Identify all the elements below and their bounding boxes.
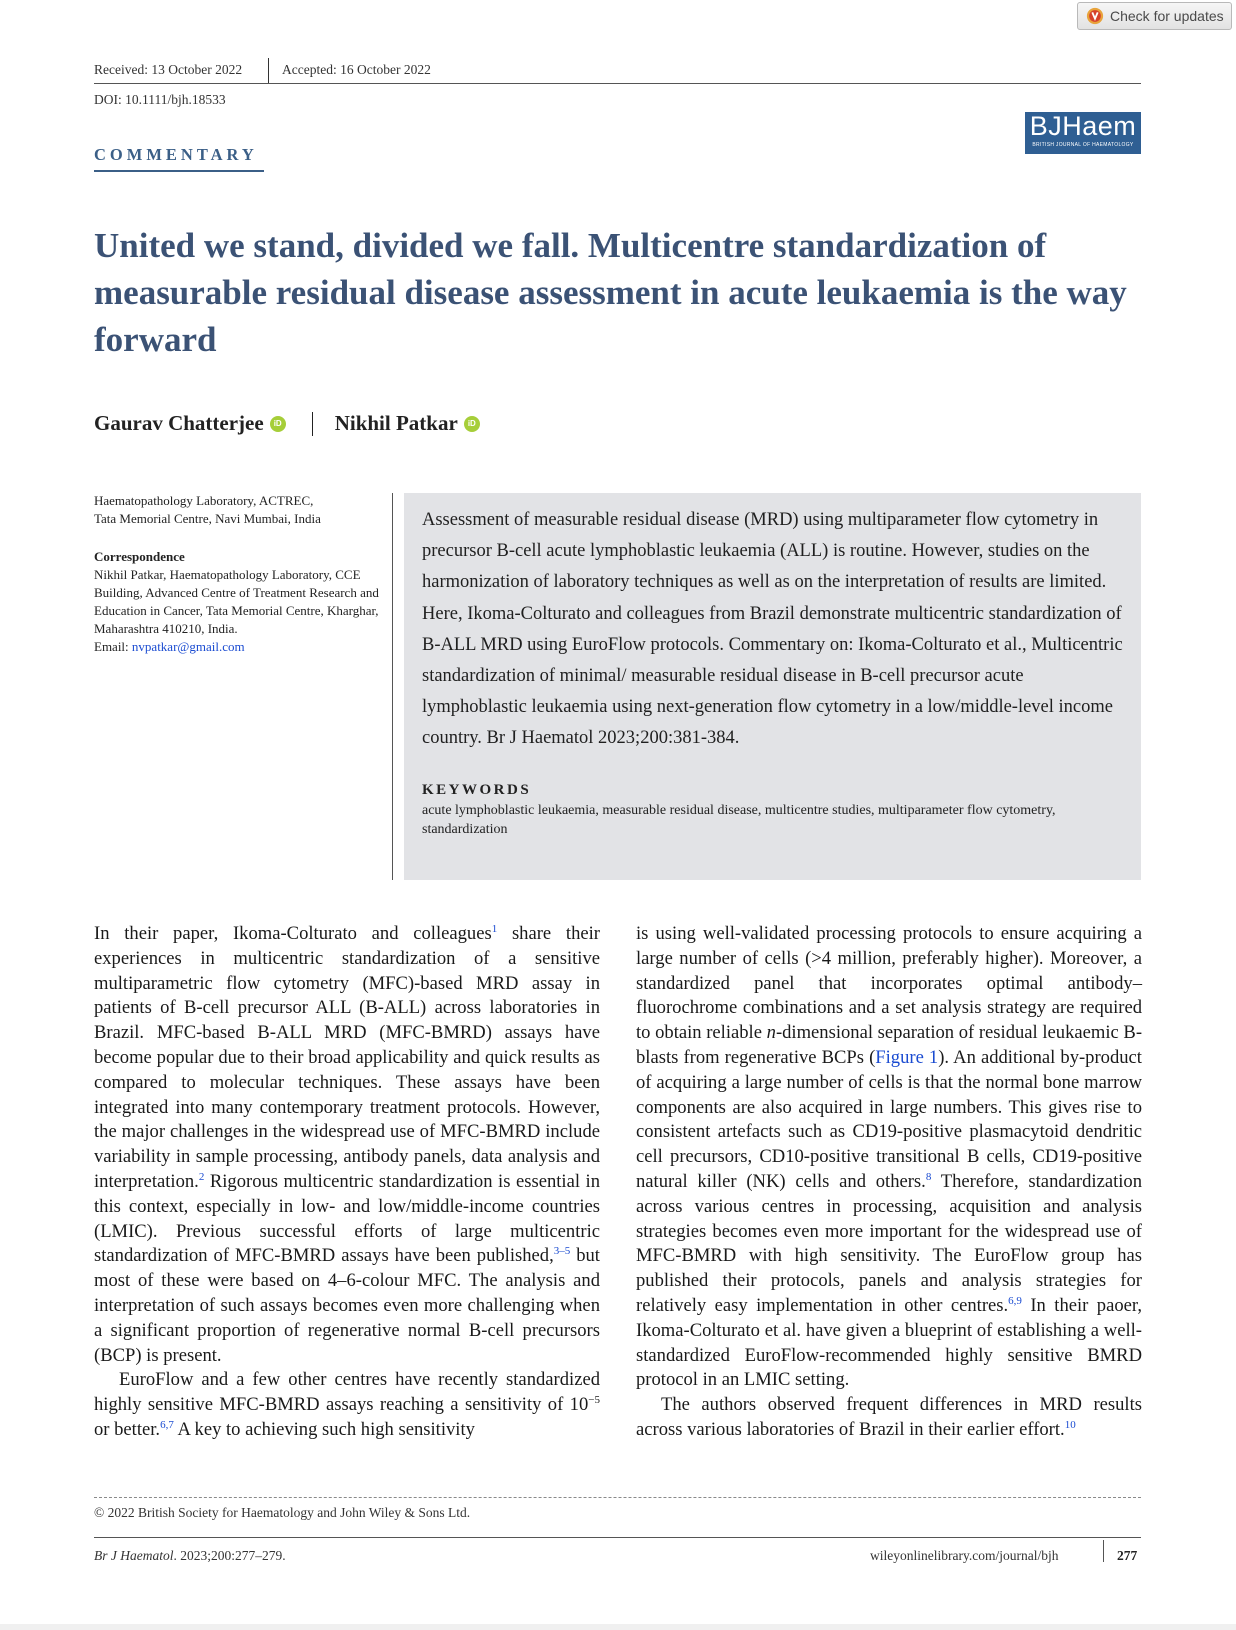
body-text: or better. (94, 1418, 161, 1440)
accepted-date: Accepted: 16 October 2022 (282, 62, 431, 77)
section-label: COMMENTARY (94, 145, 258, 164)
body-paragraph (94, 922, 600, 1368)
journal-logo[interactable] (1025, 112, 1141, 154)
body-text: is using well-validated processing protocols to ensure acquiring a large number of cells (>4 million, preferably higher). Moreover, a standardized panel that incorporates optimal antibody–fluorochrome combinations and a set analysis strategy are required to obtain reliable (636, 923, 1142, 1044)
keywords-text: acute lymphoblastic leukaemia, measurable residual disease, multicentre studies, multiparameter flow cytometry, standardization (422, 802, 1056, 837)
exponent: −5 (588, 1393, 600, 1406)
received-date: Received: 13 October 2022 (94, 62, 243, 77)
journal-citation (94, 1548, 286, 1564)
citation-link[interactable]: 1 (491, 922, 498, 935)
body-paragraph (94, 1368, 600, 1442)
header-divider (268, 58, 269, 84)
orcid-icon[interactable]: iD (464, 416, 480, 432)
bottom-band (0, 1624, 1236, 1630)
check-for-updates-label: Check for updates (1110, 8, 1224, 24)
citation-link[interactable]: 8 (925, 1170, 932, 1183)
section-underline (94, 170, 264, 172)
body-text: EuroFlow and a few other centres have recently standardized highly sensitive MFC-BMRD assays reaching a sensitivity of 10 (94, 1369, 600, 1416)
body-text: A key to achieving such high sensitivity (173, 1418, 475, 1440)
author-list (94, 411, 480, 436)
copyright: © 2022 British Society for Haematology and John Wiley & Sons Ltd. (94, 1505, 471, 1520)
citation-link[interactable]: 10 (1064, 1418, 1076, 1431)
body-text: -dimensional separation of residual leukaemic B-blasts from regenerative BCPs ( (636, 1022, 1143, 1068)
correspondence-heading: Correspondence (94, 549, 185, 564)
doi[interactable]: DOI: 10.1111/bjh.18533 (94, 92, 226, 107)
footnote-rule (94, 1497, 1141, 1498)
affiliation-line: Haematopathology Laboratory, ACTREC, (94, 493, 314, 508)
abstract-box (404, 493, 1141, 880)
footer-divider (1103, 1540, 1104, 1562)
logo-sub-text: BRITISH JOURNAL OF HAEMATOLOGY (1032, 142, 1134, 148)
body-text: ). An additional by-product of acquiring a large number of cells is that the normal bone marrow components are also acquired in large numbers. This gives rise to consistent artefacts such as CD19-positive plasmacytoid dendritic cell precursors, CD10-positive transitional B cells, CD19-positive natural killer (NK) cells and others. (636, 1046, 1142, 1192)
citation-details: . 2023;200:277–279. (173, 1548, 286, 1563)
orcid-icon[interactable]: iD (270, 416, 286, 432)
body-text: Rigorous multicentric standardization is essential in this context, especially in low- and low/middle-income countries (LMIC). Previous successful efforts of large multicentric standardization of MFC-BMRD assays have been published, (94, 1170, 600, 1267)
page-number: 277 (1117, 1548, 1138, 1563)
body-paragraph (636, 922, 1142, 1393)
email-link[interactable]: nvpatkar@gmail.com (131, 639, 245, 654)
affiliation-block (94, 492, 384, 656)
body-paragraph (636, 1393, 1142, 1443)
email-line (94, 638, 384, 656)
abstract-rule (392, 493, 393, 880)
body-column-left (94, 922, 600, 1443)
crossmark-icon (1086, 7, 1104, 25)
footer-rule (94, 1537, 1141, 1538)
abstract-text: Assessment of measurable residual disease (MRD) using multiparameter flow cytometry in precursor B-cell acute lymphoblastic leukaemia (ALL) is routine. However, studies on the harmonization of laboratory techniques as well as on the interpretation of results are limited. Here, Ikoma-Colturato and colleagues from Brazil demonstrate multicentric standardization of B-ALL MRD using EuroFlow protocols. Commentary on: Ikoma-Colturato et al., Multicentric standardization of minimal/ measurable residual disease in B-cell precursor acute lymphoblastic leukaemia using next-generation flow cytometry in a low/middle-level income country. Br J Haematol 2023;200:381-384. (422, 510, 1123, 749)
journal-abbrev: Br J Haematol (94, 1548, 174, 1563)
citation-link[interactable]: 6,7 (160, 1418, 174, 1431)
italic-n: n (766, 1022, 776, 1044)
author-name[interactable]: Nikhil Patkar (334, 411, 458, 435)
author-name[interactable]: Gaurav Chatterjee (94, 411, 264, 435)
body-text: share their experiences in multicentric standardization of a sensitive multiparametric flow cytometry (MFC)-based MRD assay in patients of B-cell precursor ALL (B-ALL) across laboratories in Brazil. MFC-based B-ALL MRD (MFC-BMRD) assays have become popular due to their broad applicability and quick results as compared to molecular techniques. These assays have been integrated into many contemporary treatment protocols. However, the major challenges in the widespread use of MFC-BMRD include variability in sample processing, antibody panels, data analysis and interpretation. (94, 923, 600, 1192)
author-divider (312, 412, 313, 436)
body-text: In their paper, Ikoma-Colturato and colleagues (94, 923, 492, 944)
body-text: The authors observed frequent differences in MRD results across various laboratories of Brazil in their earlier effort. (636, 1394, 1142, 1440)
figure-link[interactable]: Figure 1 (875, 1046, 939, 1068)
check-for-updates-button[interactable] (1077, 2, 1232, 30)
email-label: Email: (94, 639, 129, 654)
body-column-right (636, 922, 1142, 1443)
correspondence-text: Nikhil Patkar, Haematopathology Laboratory, CCE Building, Advanced Centre of Treatment Research and Education in Cancer, Tata Memorial Centre, Kharghar, Maharashtra 410210, India. (94, 567, 379, 636)
citation-link[interactable]: 6,9 (1008, 1294, 1022, 1307)
citation-link[interactable]: 3–5 (553, 1245, 571, 1258)
logo-main-text: BJHaem (1029, 111, 1137, 141)
keywords-heading: KEYWORDS (422, 781, 532, 798)
affiliation-line: Tata Memorial Centre, Navi Mumbai, India (94, 511, 321, 526)
header-rule (94, 83, 1141, 84)
journal-url[interactable]: wileyonlinelibrary.com/journal/bjh (870, 1548, 1059, 1563)
body-text: but most of these were based on 4–6-colour MFC. The analysis and interpretation of such assays becomes even more challenging when a significant proportion of regenerative normal B-cell precursors (BCP) is present. (94, 1245, 600, 1366)
body-text: In their paoer, Ikoma-Colturato et al. have given a blueprint of establishing a well-standardized EuroFlow-recommended highly sensitive BMRD protocol in an LMIC setting. (636, 1294, 1143, 1391)
citation-link[interactable]: 2 (198, 1170, 205, 1183)
body-text: Therefore, standardization across various centres in processing, acquisition and analysis strategies becomes even more important for the widespread use of MFC-BMRD with high sensitivity. The EuroFlow group has published their protocols, panels and analysis strategies for relatively easy implementation in other centres. (636, 1170, 1142, 1316)
article-title: United we stand, divided we fall. Multicentre standardization of measurable residual disease assessment in acute leukaemia is the way forward (94, 226, 1127, 359)
